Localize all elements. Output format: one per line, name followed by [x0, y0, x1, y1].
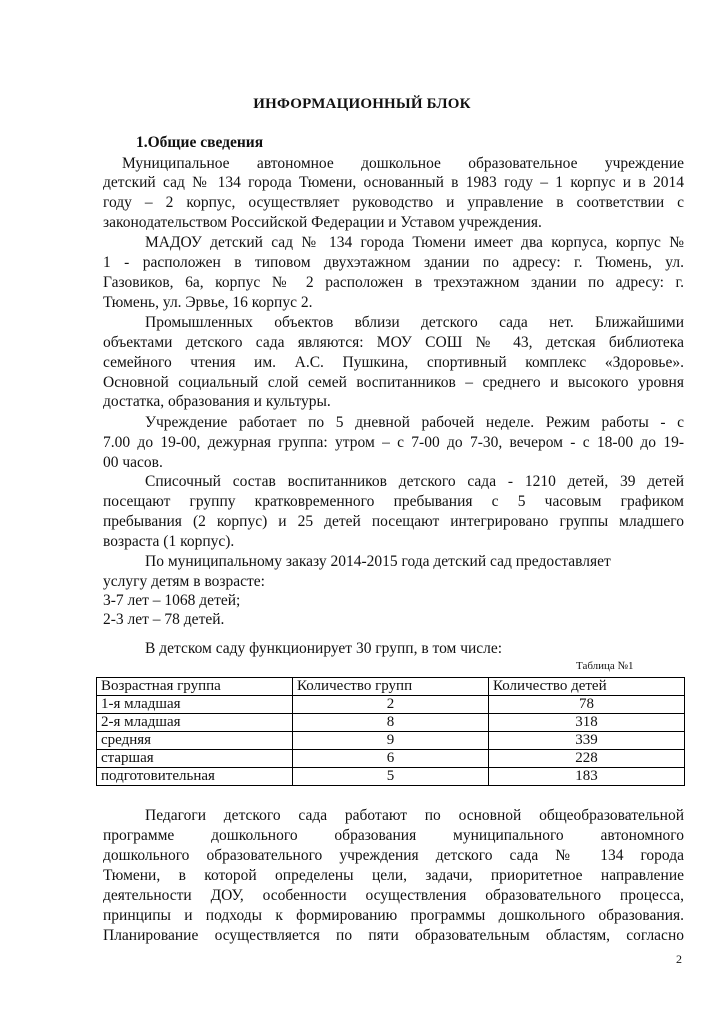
paragraph-line: Промышленных объектов вблизи детского сада нет. Ближайшими [145, 314, 684, 331]
table-cell: 6 [293, 750, 489, 768]
paragraph-line: деятельности ДОУ, особенности осуществления образовательного процесса, [103, 887, 684, 904]
table-cell: 9 [293, 732, 489, 750]
column-header: Возрастная группа [97, 678, 293, 696]
document-title: ИНФОРМАЦИОННЫЙ БЛОК [253, 96, 471, 112]
paragraph-line: Газовиков, 6а, корпус № 2 расположен в трехэтажном здании по адресу: г. [103, 274, 684, 291]
table-cell: 339 [489, 732, 685, 750]
paragraph-line: 7.00 до 19-00, дежурная группа: утром – с 7-00 до 7-30, вечером - с 18-00 до 19- [103, 434, 684, 451]
table-cell: 183 [489, 768, 685, 786]
table-cell: старшая [97, 750, 293, 768]
paragraph-line: дошкольного образовательного учреждения детского сада № 134 города [103, 847, 684, 864]
paragraph-line: году – 2 корпус, осуществляет руководство и управление в соответствии с [103, 194, 684, 211]
paragraph-line: 2-3 лет – 78 детей. [103, 611, 225, 628]
paragraph-line: По муниципальному заказу 2014-2015 года детский сад предоставляет [145, 553, 611, 570]
paragraph-line: детский сад № 134 города Тюмени, основанный в 1983 году – 1 корпус и в 2014 [103, 174, 684, 191]
table-row [97, 714, 685, 732]
table-cell: 1-я младшая [97, 696, 293, 714]
paragraph-line: законодательством Российской Федерации и Уставом учреждения. [103, 214, 542, 231]
paragraph-line: услугу детям в возрасте: [103, 573, 265, 590]
paragraph-line: Тюмень, ул. Эрвье, 16 корпус 2. [103, 294, 313, 311]
table-caption: Таблица №1 [576, 660, 634, 672]
paragraph-line: посещают группу кратковременного пребывания с 5 часовым графиком [103, 493, 684, 510]
table-cell: 8 [293, 714, 489, 732]
section-heading: 1.Общие сведения [136, 134, 264, 151]
paragraph-line: семейного чтения им. А.С. Пушкина, спортивный комплекс «Здоровье». [103, 354, 684, 371]
table-row [97, 696, 685, 714]
table-row [97, 732, 685, 750]
table-cell: 5 [293, 768, 489, 786]
table-cell: 2 [293, 696, 489, 714]
paragraph-line: Педагоги детского сада работают по основной общеобразовательной [145, 807, 684, 824]
table-cell: подготовительная [97, 768, 293, 786]
table-cell: средняя [97, 732, 293, 750]
page-number: 2 [676, 952, 682, 966]
table-cell: 78 [489, 696, 685, 714]
paragraph-line: пребывания (2 корпус) и 25 детей посещают интегрировано группы младшего [103, 513, 684, 530]
column-header: Количество детей [489, 678, 685, 696]
paragraph-line: Муниципальное автономное дошкольное образовательное учреждение [122, 155, 684, 172]
paragraph-line: В детском саду функционирует 30 групп, в том числе: [145, 640, 503, 657]
paragraph-line: 3-7 лет – 1068 детей; [103, 592, 241, 609]
paragraph-line: Тюмени, в которой определены цели, задачи, приоритетное направление [103, 867, 684, 884]
paragraph-line: Основной социальный слой семей воспитанников – среднего и высокого уровня [103, 374, 684, 391]
table-cell: 2-я младшая [97, 714, 293, 732]
paragraph-line: Учреждение работает по 5 дневной рабочей неделе. Режим работы - с [145, 414, 684, 431]
paragraph-line: МАДОУ детский сад № 134 города Тюмени имеет два корпуса, корпус № [145, 234, 684, 251]
table-header-row [97, 678, 685, 696]
paragraph-line: программе дошкольного образования муниципального автономного [103, 827, 684, 844]
paragraph-line: объектами детского сада являются: МОУ СОШ № 43, детская библиотека [103, 334, 684, 351]
table-cell: 228 [489, 750, 685, 768]
paragraph-line: Списочный состав воспитанников детского сада - 1210 детей, 39 детей [145, 473, 684, 490]
paragraph-line: Планирование осуществляется по пяти образовательным областям, согласно [103, 927, 684, 944]
paragraph-line: возраста (1 корпус). [103, 533, 235, 550]
paragraph-line: 00 часов. [103, 454, 163, 471]
paragraph-line: принципы и подходы к формированию программы дошкольного образования. [103, 907, 684, 924]
table-cell: 318 [489, 714, 685, 732]
age-groups-table [96, 677, 685, 786]
paragraph-line: 1 - расположен в типовом двухэтажном здании по адресу: г. Тюмень, ул. [103, 254, 684, 271]
table-row [97, 768, 685, 786]
column-header: Количество групп [293, 678, 489, 696]
table-row [97, 750, 685, 768]
paragraph-line: достатка, образования и культуры. [103, 393, 331, 410]
